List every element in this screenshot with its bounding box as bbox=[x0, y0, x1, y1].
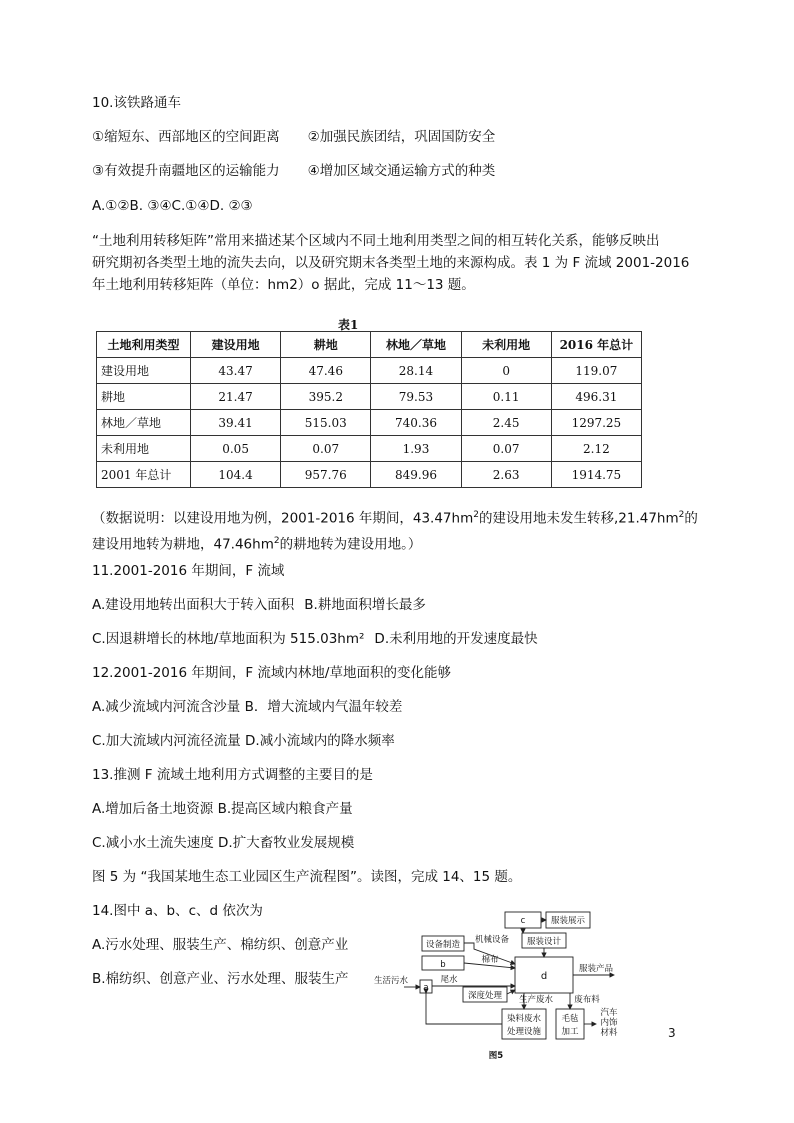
table-cell: 79.53 bbox=[371, 384, 461, 410]
table-header-row bbox=[97, 332, 642, 358]
fig-label-dye-2: 处理设施 bbox=[506, 1027, 542, 1037]
q11-option-a: A.建设用地转出面积大于转入面积 bbox=[92, 597, 295, 613]
table-row bbox=[97, 436, 642, 462]
fig-label-product: 服装产品 bbox=[578, 964, 614, 974]
data-note bbox=[92, 504, 704, 555]
fig-label-tail: 尾水 bbox=[440, 975, 458, 985]
q11-options-cd bbox=[92, 630, 538, 648]
q11-stem: 11.2001-2016 年期间，F 流域 bbox=[92, 563, 285, 579]
q11-option-b: B.耕地面积增长最多 bbox=[304, 597, 426, 613]
table-cell: 119.07 bbox=[551, 358, 641, 384]
table-header: 林地／草地 bbox=[371, 332, 461, 358]
q10-option-2: ②加强民族团结，巩固国防安全 bbox=[307, 129, 496, 145]
q11-option-d: D.未利用地的开发速度最快 bbox=[374, 631, 538, 647]
table-header: 土地利用类型 bbox=[97, 332, 191, 358]
q11-options-ab bbox=[92, 596, 426, 614]
q14-option-a: A.污水处理、服装生产、棉纺织、创意产业 bbox=[92, 937, 349, 953]
intro-line-1: “土地利用转移矩阵”常用来描述某个区域内不同土地利用类型之间的相互转化关系，能够反映出 bbox=[92, 233, 660, 249]
fig-label-machine: 机械设备 bbox=[474, 935, 510, 945]
table-cell: 2.12 bbox=[551, 436, 641, 462]
q10-choices: A.①②B. ③④C.①④D. ②③ bbox=[92, 198, 253, 214]
table-header: 建设用地 bbox=[191, 332, 281, 358]
q14-option-b: B.棉纺织、创意产业、污水处理、服装生产 bbox=[92, 971, 349, 987]
q10-option-4: ④增加区域交通运输方式的种类 bbox=[307, 163, 496, 179]
fig-label-felt-1: 毛毡 bbox=[561, 1014, 579, 1024]
table-cell: 849.96 bbox=[371, 462, 461, 488]
table-cell: 林地／草地 bbox=[97, 410, 191, 436]
q10-option-1: ①缩短东、西部地区的空间距离 bbox=[92, 129, 280, 145]
table-cell: 2.63 bbox=[461, 462, 551, 488]
table-cell: 957.76 bbox=[281, 462, 371, 488]
q12-options-ab: A.减少流域内河流含沙量 B．增大流域内气温年较差 bbox=[92, 699, 403, 715]
table-cell: 47.46 bbox=[281, 358, 371, 384]
table-header: 未利用地 bbox=[461, 332, 551, 358]
fig-label-car-1: 汽车 bbox=[600, 1008, 618, 1018]
fig-label-dye-1: 染料废水 bbox=[506, 1014, 542, 1024]
table-cell: 104.4 bbox=[191, 462, 281, 488]
intro-paragraph bbox=[92, 230, 704, 296]
fig-label-waste-cloth: 废布料 bbox=[574, 995, 600, 1005]
intro-line-2: 研究期初各类型土地的流失去向，以及研究期末各类型土地的来源构成。表 1 为 F 流域 2001-2016 bbox=[92, 255, 690, 271]
q10-option-3: ③有效提升南疆地区的运输能力 bbox=[92, 163, 280, 179]
q11-option-c: C.因退耕增长的林地/草地面积为 515.03hm² bbox=[92, 631, 365, 647]
table-cell: 0.07 bbox=[461, 436, 551, 462]
intro-line-3: 年土地利用转移矩阵（单位：hm2）o 据此，完成 11～13 题。 bbox=[92, 277, 475, 293]
table-cell: 2001 年总计 bbox=[97, 462, 191, 488]
figure-intro: 图 5 为 “我国某地生态工业园区生产流程图”。读图，完成 14、15 题。 bbox=[92, 869, 522, 885]
fig-label-car-3: 材料 bbox=[600, 1028, 618, 1038]
fig-label-equip-make: 设备制造 bbox=[425, 940, 461, 950]
table-row bbox=[97, 410, 642, 436]
table-cell: 1.93 bbox=[371, 436, 461, 462]
fig-label-d: d bbox=[540, 971, 548, 982]
data-note-line-2: 建设用地转为耕地，$47.46hm^2$的耕地转为建设用地。） bbox=[92, 535, 422, 552]
table-cell: 0 bbox=[461, 358, 551, 384]
table-cell: 1297.25 bbox=[551, 410, 641, 436]
q13-options-ab: A.增加后备土地资源 B.提高区域内粮食产量 bbox=[92, 801, 353, 817]
table-cell: 建设用地 bbox=[97, 358, 191, 384]
table-cell: 2.45 bbox=[461, 410, 551, 436]
table-cell: 未利用地 bbox=[97, 436, 191, 462]
fig-label-deep: 深度处理 bbox=[467, 991, 503, 1001]
table-cell: 0.11 bbox=[461, 384, 551, 410]
fig-label-design: 服装设计 bbox=[526, 937, 562, 947]
table-cell: 515.03 bbox=[281, 410, 371, 436]
table-cell: 395.2 bbox=[281, 384, 371, 410]
production-flow-diagram bbox=[374, 902, 620, 1064]
table-cell: 496.31 bbox=[551, 384, 641, 410]
fig-label-felt-2: 加工 bbox=[561, 1027, 579, 1037]
table-cell: 0.07 bbox=[281, 436, 371, 462]
fig-label-sewage: 生活污水 bbox=[374, 976, 409, 986]
fig-label-a: a bbox=[423, 983, 429, 993]
fig-label-car-2: 内饰 bbox=[600, 1018, 618, 1028]
fig-label-cloth: 棉布 bbox=[481, 955, 499, 965]
table-cell: 28.14 bbox=[371, 358, 461, 384]
q12-stem: 12.2001-2016 年期间，F 流域内林地/草地面积的变化能够 bbox=[92, 665, 451, 681]
table-header: 耕地 bbox=[281, 332, 371, 358]
fig-label-prod-waste: 生产废水 bbox=[518, 995, 554, 1005]
table-cell: 耕地 bbox=[97, 384, 191, 410]
table-caption: 表1 bbox=[338, 318, 359, 332]
table-row bbox=[97, 384, 642, 410]
table-cell: 39.41 bbox=[191, 410, 281, 436]
q10-stem: 10.该铁路通车 bbox=[92, 95, 181, 111]
fig-label-c: c bbox=[520, 916, 526, 926]
fig-label-show: 服装展示 bbox=[550, 916, 586, 926]
table-cell: 740.36 bbox=[371, 410, 461, 436]
q10-options-row2 bbox=[92, 162, 495, 180]
data-note-line-1: （数据说明：以建设用地为例，2001-2016 年期间，$43.47hm^2$的建设用地未发生转移$,21.47hm^2$的 bbox=[92, 510, 698, 527]
q13-stem: 13.推测 F 流域土地利用方式调整的主要目的是 bbox=[92, 767, 373, 783]
figure-caption: 图5 bbox=[488, 1051, 504, 1061]
table-row bbox=[97, 358, 642, 384]
table-row bbox=[97, 462, 642, 488]
table-cell: 21.47 bbox=[191, 384, 281, 410]
table-header: 2016 年总计 bbox=[551, 332, 641, 358]
q14-stem: 14.图中 a、b、c、d 依次为 bbox=[92, 903, 263, 919]
table-cell: 43.47 bbox=[191, 358, 281, 384]
q10-options-row1 bbox=[92, 128, 495, 146]
fig-label-b: b bbox=[440, 960, 446, 970]
q13-options-cd: C.减小水土流失速度 D.扩大畜牧业发展规模 bbox=[92, 835, 355, 851]
q12-options-cd: C.加大流域内河流径流量 D.减小流域内的降水频率 bbox=[92, 733, 395, 749]
table-cell: 1914.75 bbox=[551, 462, 641, 488]
page-number: 3 bbox=[668, 1026, 676, 1040]
land-transfer-table bbox=[96, 331, 642, 488]
table-cell: 0.05 bbox=[191, 436, 281, 462]
